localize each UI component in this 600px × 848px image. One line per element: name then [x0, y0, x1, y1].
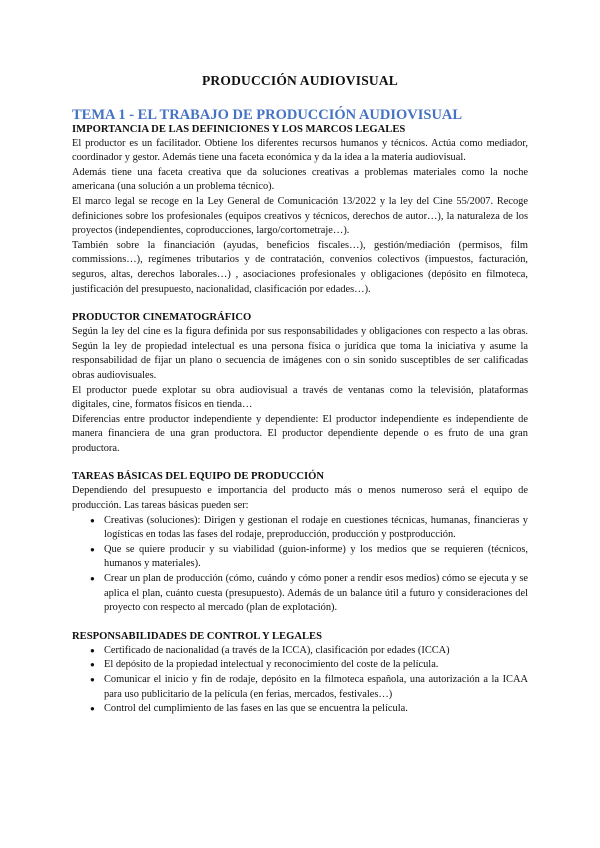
paragraph: Según la ley del cine es la figura definida por sus responsabilidades y obligaciones con respecto a las obras. Según la ley de propiedad intelectual es una persona física o jurídica que toma la iniciativa y asume la responsabilidad de fijar un plano o secuencia de imágenes con o sin sonido susceptibles de ser calificadas obras audiovisuales. — [72, 326, 528, 381]
list-item: ● El depósito de la propiedad intelectual y reconocimiento del coste de la película. — [90, 658, 528, 673]
paragraph: Diferencias entre productor independiente y dependiente: El productor independiente es independiente de manera financiera de una gran productora. El productor dependiente depende o es fruto de una gran productora. — [72, 413, 528, 454]
paragraph: Además tiene una faceta creativa que da soluciones creativas a problemas materiales como la noche americana (una solución a un problema técnico). — [72, 166, 528, 193]
paragraph: El marco legal se recoge en la Ley General de Comunicación 13/2022 y la ley del Cine 55/2007. Recoge definiciones sobre los profesionales (equipos creativos y técnicos, derechos de autor…), la naturaleza de los proyectos (independientes, coproducciones, largo/cortometraje…). — [72, 195, 528, 237]
list-item: ● Creativas (soluciones): Dirigen y gestionan el rodaje en cuestiones técnicas, humanas, financieras y logísticas en todas las fases del rodaje, preproducción, producción y postproducción. — [90, 514, 528, 543]
section-heading-productor: PRODUCTOR CINEMATOGRÁFICO — [72, 312, 252, 324]
paragraph: El productor es un facilitador. Obtiene los diferentes recursos humanos y técnicos. Actúa como mediador, coordinador y gestor. Además tiene una faceta económica y da la idea a la materia audiovisual. — [72, 137, 528, 164]
tema-heading: TEMA 1 - EL TRABAJO DE PRODUCCIÓN AUDIOVISUAL — [72, 106, 463, 123]
paragraph: El productor puede explotar su obra audiovisual a través de ventanas como la televisión, plataformas digitales, cine, formatos físicos en tienda… — [72, 384, 528, 411]
paragraph: Dependiendo del presupuesto e importancia del producto más o menos numeroso será el equipo de producción. Las tareas básicas pueden ser: — [72, 485, 528, 512]
section-heading-tareas: TAREAS BÁSICAS DEL EQUIPO DE PRODUCCIÓN — [72, 471, 325, 483]
document-title: PRODUCCIÓN AUDIOVISUAL — [201, 73, 399, 88]
tareas-list — [72, 514, 528, 616]
section-heading-responsabilidades: RESPONSABILIDADES DE CONTROL Y LEGALES — [72, 630, 322, 642]
list-item: ● Certificado de nacionalidad (a través de la ICCA), clasificación por edades (ICCA) — [90, 644, 528, 659]
list-item: ● Crear un plan de producción (cómo, cuándo y cómo poner a rendir esos medios) cómo se ejecuta y se aplica el plan, cuánto cuesta (presupuesto). Además de un balance útil a futuro y consideraciones del proyecto con respecto al mercado (plan de explotación). — [90, 572, 528, 616]
list-item: ● Control del cumplimiento de las fases en las que se encuentra la película. — [90, 702, 528, 717]
section-heading-definiciones: IMPORTANCIA DE LAS DEFINICIONES Y LOS MARCOS LEGALES — [72, 123, 406, 135]
paragraph: También sobre la financiación (ayudas, beneficios fiscales…), gestión/mediación (permisos, film commissions…), regímenes tributarios y de contratación, convenios colectivos (impuestos, facturación, seguros, altas, derechos laborales…) , asociaciones profesionales y obligaciones (depósito en filmoteca, justificación del presupuesto, nacionalidad, clasificación por edades…). — [72, 239, 528, 295]
responsabilidades-list — [72, 644, 528, 717]
list-item: ● Comunicar el inicio y fin de rodaje, depósito en la filmoteca española, una autorización a la ICAA para uso publicitario de la película (en ferias, mercados, festivales…) — [90, 673, 528, 702]
list-item: ● Que se quiere producir y su viabilidad (guion-informe) y los medios que se requieren (técnicos, humanos y materiales). — [90, 543, 528, 572]
